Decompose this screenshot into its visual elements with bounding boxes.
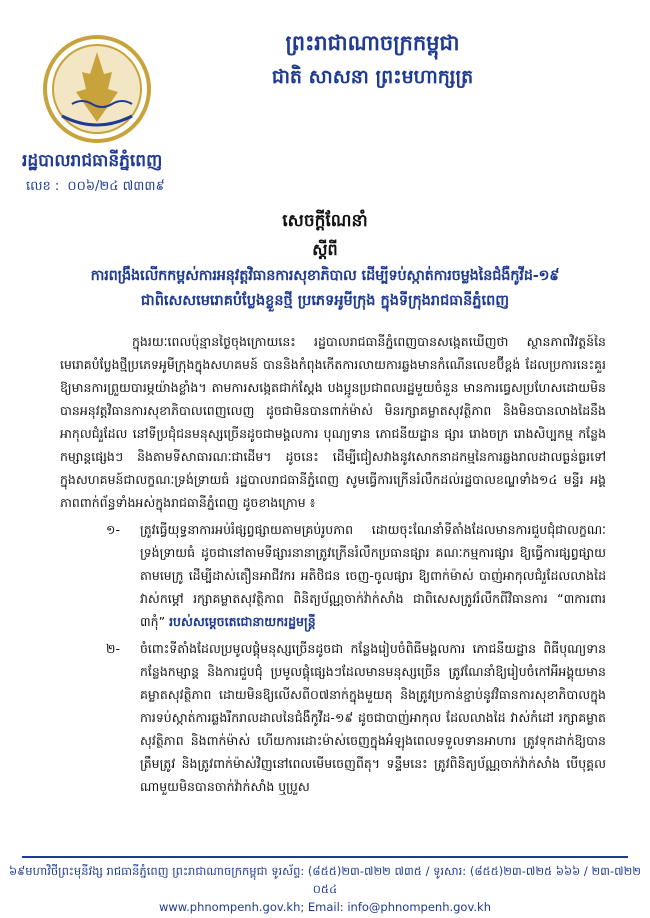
footer [0,862,650,916]
kingdom-title: ព្រះរាជាណាចក្រកម្ពុជា [285,31,460,55]
doc-about: ស្តីពី [312,240,338,259]
item-number: ២- [106,641,120,656]
reference-number [26,178,169,197]
list-item [60,637,606,798]
ref-label: លេខ : [26,179,60,194]
list-item [60,518,606,633]
item-text: ត្រូវធ្វើយុទ្ធនាការអប់រំផ្សព្វផ្សាយតាមគ្រប់រូបភាព ដោយចុះណែនាំទីតាំងដែលមានការជួបជុំជាលក្ខណៈទ្រង់ទ្រាយធំ ដូចជានៅតាមទីផ្សារនានាត្រូវក្រើនរំលឹកប្រធានផ្សារ គណៈកម្មការផ្សារ ឱ្យធ្វើការផ្សព្វផ្សាយតាមមេក្រូ ដើម្បីដាស់តឿនអាជីវករ អតិថិជន ចេញ-ចូលផ្សារ ឱ្យពាក់ម៉ាស់ បាញ់អាកុលជំរួដែលលាងដៃ វាស់កម្ដៅ រក្សាគម្លាតសុវត្ថិភាព ពិនិត្យប័ណ្ណចាក់វ៉ាក់សាំង ជាពិសេសត្រូវរំលឹកពីវិធានការ “៣ការពារ ៣កុំ” [140,522,606,629]
ref-value: ០០៦/២៤ ៧៣៣៩ [67,179,165,194]
subject-line-2: ជាពិសេសមេរោគបំប្លែងខ្លួនថ្មី ប្រភេទអូមីក្រុង ក្នុងទីក្រុងរាជធានីភ្នំពេញ [140,293,510,309]
document-body [60,330,606,798]
document-title [0,210,650,313]
footer-website[interactable]: www.phnompenh.gov.kh; Email: [158,900,344,914]
intro-paragraph: ក្នុងរយៈពេលប៉ុន្មានថ្ងៃចុងក្រោយនេះ រដ្ឋបាលរាជធានីភ្នំពេញបានសង្កេតឃើញថា ស្ថានភាពវិវត្តន៍នៃមេរោគបំប្លែងថ្មីប្រភេទអូមីក្រុងក្នុងសហគមន៍ បាននិងកំពុងកើតការលាយការឆ្លងមានកំណើនលេខប៊ីខ្ពង់ ដែលប្រការនេះគួរឱ្យមានការព្រួយបារម្ភយ៉ាងខ្លាំង។ តាមការសង្កេតជាក់ស្តែង បងប្អូនប្រជាពលរដ្ឋមួយចំនួន មានការធ្វេសប្រហែសដោយមិនបានអនុវត្តវិធានការសុខាភិបាលពេញលេញ ដូចជាមិនបានពាក់ម៉ាស់ មិនរក្សាគម្លាតសុវត្ថិភាព និងមិនបានលាងដៃនឹងអាកុលជំរួដែល នៅទីប្រជុំជនមនុស្សច្រើនដូចជាមង្គលការ បុណ្យទាន ភោជនីយដ្ឋាន ផ្សារ រោងចក្រ រោងសិប្បកម្ម កន្លែងកម្សាន្តផ្សេងៗ និងតាមទីសាធារណៈជាដើម។ ដូចនេះ ដើម្បីជៀសវាងនូវសោកនាដកម្មនៃការឆ្លងរាលដាលធ្ងន់ធ្ងរទៅក្នុងសហគមន៍ជាលក្ខណៈទ្រង់ទ្រាយធំ រដ្ឋបាលរាជធានីភ្នំពេញ សូមធ្វើការក្រើនរំលឹកដល់រដ្ឋបាលខណ្ឌទាំង១៤ មន្ទីរ អង្គភាពពាក់ព័ន្ធទាំងអស់ក្នុងរាជធានីភ្នំពេញ ដូចខាងក្រោម ៖ [60,334,606,510]
doc-type: សេចក្តីណែនាំ [282,211,368,231]
item-emphasis: របស់សម្តេចតេជោនាយករដ្ឋមន្ត្រី [169,614,316,629]
footer-address: ៦៩មហាវិថីព្រះមុនីវង្ស រាជធានីភ្នំពេញ ព្រះរាជាណាចក្រកម្ពុជា ទូរស័ព្ទ: (៨៥៥)២៣-៧២២ ៧៣៥ / ទូរសារ: (៨៥៥)២៣-៧២៥ ៦៦៦ / ២៣-៧២២ ០៥៤ [9,864,641,896]
subject-line-1: ការពង្រឹងលើកកម្ពស់ការអនុវត្តវិធានការសុខាភិបាល ដើម្បីទប់ស្កាត់ការចម្លងនៃជំងឺកូវីដ-១៩ [90,268,560,284]
footer-divider [22,856,628,858]
item-number: ១- [106,522,120,537]
issuer-name: រដ្ឋបាលរាជធានីភ្នំពេញ [22,151,163,171]
footer-email[interactable]: info@phnompenh.gov.kh [347,900,491,914]
phnom-penh-emblem-icon [42,34,152,144]
item-text: ចំពោះទីតាំងដែលប្រមូលផ្តុំមនុស្សច្រើនដូចជា កន្លែងរៀបចំពិធីមង្គលការ ភោជនីយដ្ឋាន ពិធីបុណ្យទាន កន្លែងកម្សាន្ត និងការជួបជុំ ប្រមូលផ្តុំផ្សេងៗដែលមានមនុស្សច្រើន ត្រូវណែនាំឱ្យរៀបចំកៅអីអង្គុយមានគម្លាតសុវត្ថិភាព ដោយមិនឱ្យលើសពី០៧នាក់ក្នុងមួយតុ និងត្រូវប្រកាន់ខ្ជាប់នូវវិធានការសុខាភិបាលក្នុងការទប់ស្កាត់ការឆ្លងរីករាលដាលនៃជំងឺកូវីដ-១៩ ដូចជាបាញ់អាកុល ដែលលាងដៃ វាស់កំដៅ រក្សាគម្លាតសុវត្ថិភាព និងពាក់ម៉ាស់ ហើយការដោះម៉ាស់ចេញក្នុងអំឡុងពេលទទួលទានអាហារ ត្រូវទុកដាក់ឱ្យបានត្រឹមត្រូវ និងត្រូវពាក់ម៉ាស់វិញនៅពេលមើមចេញពីតុ។ ទន្ទឹមនេះ ត្រូវពិនិត្យប័ណ្ណចាក់វ៉ាក់សាំង បើបុគ្គលណាមួយមិនបានចាក់វ៉ាក់សាំង ឬប្រួស [140,641,606,794]
national-motto: ជាតិ សាសនា ព្រះមហាក្សត្រ [271,66,474,88]
